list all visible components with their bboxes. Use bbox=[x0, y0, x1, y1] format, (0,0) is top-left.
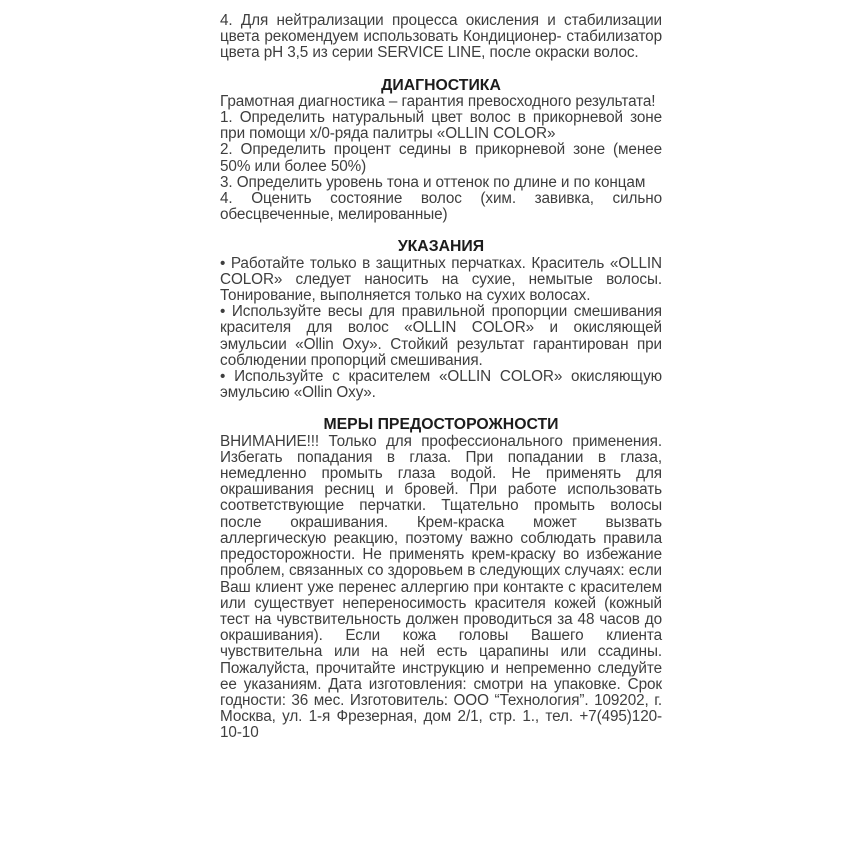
paragraph-conditioner-recommendation: 4. Для нейтрализации процесса окисления и стабилизации цвета рекомендуем использовать Кондиционер- стабилизатор цвета pH 3,5 из серии SERVICE LINE, после окраски волос. bbox=[220, 12, 662, 62]
section-heading-diagnostics: ДИАГНОСТИКА bbox=[381, 76, 501, 94]
paragraph-diagnostics-step-3: 3. Определить уровень тона и оттенок по длине и по концам bbox=[220, 173, 646, 191]
section-heading-precautions: МЕРЫ ПРЕДОСТОРОЖНОСТИ bbox=[323, 416, 559, 434]
instruction-text-column bbox=[220, 13, 662, 742]
paragraph-precautions-body: ВНИМАНИЕ!!! Только для профессионального применения. Избегать попадания в глаза. При попадании в глаза, немедленно промыть глаза водой. Не применять для окрашивания ресниц и бровей. При работе использовать соответствующие перчатки. Тщательно промыть волосы после окрашивания. Крем-краска может вызвать аллергическую реакцию, поэтому важно соблюдать правила предосторожности. Не применять крем-краску во избежание проблем, связанных со здоровьем в следующих случаях: если Ваш клиент уже перенес аллергию при контакте с красителем или существует непереносимость красителя кожей (кожный тест на чувствительность должен проводиться за 48 часов до окрашивания). Если кожа головы Вашего клиента чувствительна или на ней есть царапины или ссадины. Пожалуйста, прочитайте инструкцию и непременно следуйте ее указаниям. Дата изготовления: смотри на упаковке. Срок годности: 36 мес. Изготовитель: ООО “Технология”. 109202, г. Москва, ул. 1-я Фрезерная, дом 2/1, стр. 1., тел. +7(495)120-10-10 bbox=[220, 432, 662, 742]
paragraph-diagnostics-step-1: 1. Определить натуральный цвет волос в прикорневой зоне при помощи х/0-ряда палитры «OLLIN COLOR» bbox=[220, 109, 662, 143]
section-heading-directions: УКАЗАНИЯ bbox=[397, 238, 485, 256]
paragraph-diagnostics-intro: Грамотная диагностика – гарантия превосходного результата! bbox=[220, 92, 656, 110]
paragraph-directions-bullet-2: • Используйте весы для правильной пропорции смешивания красителя для волос «OLLIN COLOR» и окисляющей эмульсии «Ollin Oxy». Стойкий результат гарантирован при соблюдении пропорций смешивания. bbox=[220, 303, 662, 369]
paragraph-diagnostics-step-4: 4. Оценить состояние волос (хим. завивка, сильно обесцвеченные, мелированные) bbox=[220, 190, 662, 224]
paragraph-directions-bullet-1: • Работайте только в защитных перчатках. Краситель «OLLIN COLOR» следует наносить на сухие, немытые волосы. Тонирование, выполняется только на сухих волосах. bbox=[220, 254, 662, 305]
paragraph-diagnostics-step-2: 2. Определить процент седины в прикорневой зоне (менее 50% или более 50%) bbox=[220, 141, 662, 175]
paragraph-directions-bullet-3: • Используйте с красителем «OLLIN COLOR» окисляющую эмульсию «Ollin Oxy». bbox=[220, 368, 662, 402]
